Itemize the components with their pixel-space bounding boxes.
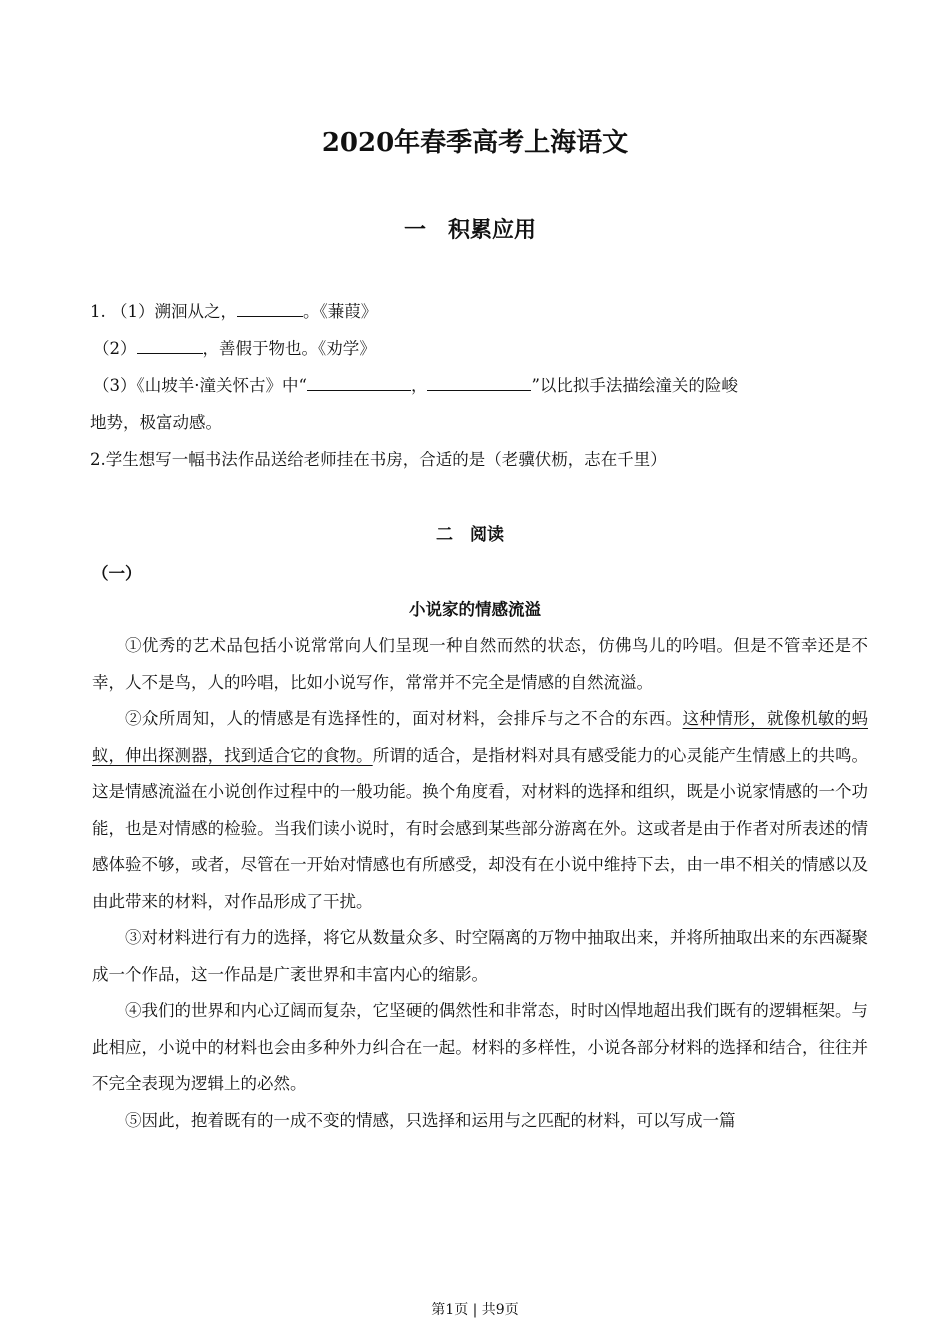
paragraph-2 [92, 701, 868, 920]
question-1-2 [93, 335, 376, 359]
question-1-2-suffix: ，善假于物也。《劝学》 [202, 339, 376, 358]
answer-blank [427, 374, 531, 391]
section-heading-accumulation: 一 积累应用 [403, 217, 536, 243]
paragraph-4: ④我们的世界和内心辽阔而复杂，它坚硬的偶然性和非常态，时时凶悍地超出我们既有的逻辑框架。与此相应，小说中的材料也会由多种外力纠合在一起。材料的多样性，小说各部分材料的选择和结合，往往并不完全表现为逻辑上的必然。 [92, 1001, 868, 1093]
paragraph-1: ①优秀的艺术品包括小说常常向人们呈现一种自然而然的状态，仿佛鸟儿的吟唱。但是不管幸还是不幸，人不是鸟，人的吟唱，比如小说写作，常常并不完全是情感的自然流溢。 [92, 636, 868, 692]
question-1-3-suffix: ”以比拟手法描绘潼关的险峻 [531, 376, 738, 395]
article-body [92, 628, 868, 1139]
paragraph-3: ③对材料进行有力的选择，将它从数量众多、时空隔离的万物中抽取出来，并将所抽取出来的东西凝聚成一个作品，这一作品是广袤世界和丰富内心的缩影。 [92, 928, 868, 984]
question-1-1-suffix: 。《蒹葭》 [303, 302, 378, 321]
question-1-2-prefix: （2） [93, 339, 137, 358]
question-1-3-mid: ， [410, 376, 428, 395]
answer-blank [237, 300, 303, 317]
answer-blank [137, 337, 203, 354]
question-1-3 [93, 372, 738, 396]
answer-blank [307, 374, 411, 391]
question-1-1-prefix: 1. （1）溯洄从之， [90, 302, 237, 321]
question-1-3-continued: 地势，极富动感。 [90, 413, 222, 432]
article-title: 小说家的情感流溢 [409, 600, 541, 619]
paragraph-5: ⑤因此，抱着既有的一成不变的情感，只选择和运用与之匹配的材料，可以写成一篇 [125, 1110, 736, 1130]
question-1-3-prefix: （3）《山坡羊·潼关怀古》中“ [93, 376, 307, 395]
paragraph-2-text-a: ②众所周知，人的情感是有选择性的，面对材料，会排斥与之不合的东西。 [125, 709, 683, 728]
section-heading-reading: 二 阅读 [436, 525, 504, 545]
page-footer: 第1页 | 共9页 [431, 1302, 519, 1318]
paragraph-2-text-b: 所谓的适合，是指材料对具有感受能力的心灵能产生情感上的共鸣。这是情感流溢在小说创作过程中的一般功能。换个角度看，对材料的选择和组织，既是小说家情感的一个功能，也是对情感的检验。当我们读小说时，有时会感到某些部分游离在外。这或者是由于作者对所表述的情感体验不够，或者，尽管在一开始对情感也有所感受，却没有在小说中维持下去，由一串不相关的情感以及由此带来的材料，对作品形成了干扰。 [92, 745, 869, 911]
page-title: 2020年春季高考上海语文 [321, 128, 629, 158]
underlined-sentence: 这种情形，就像机敏的蚂蚁，伸出探测器，找到适合它的食物。 [92, 709, 869, 765]
question-1-1 [90, 298, 377, 322]
subsection-label: （一） [92, 564, 142, 583]
question-2: 2.学生想写一幅书法作品送给老师挂在书房，合适的是（老骥伏枥，志在千里） [90, 450, 667, 469]
